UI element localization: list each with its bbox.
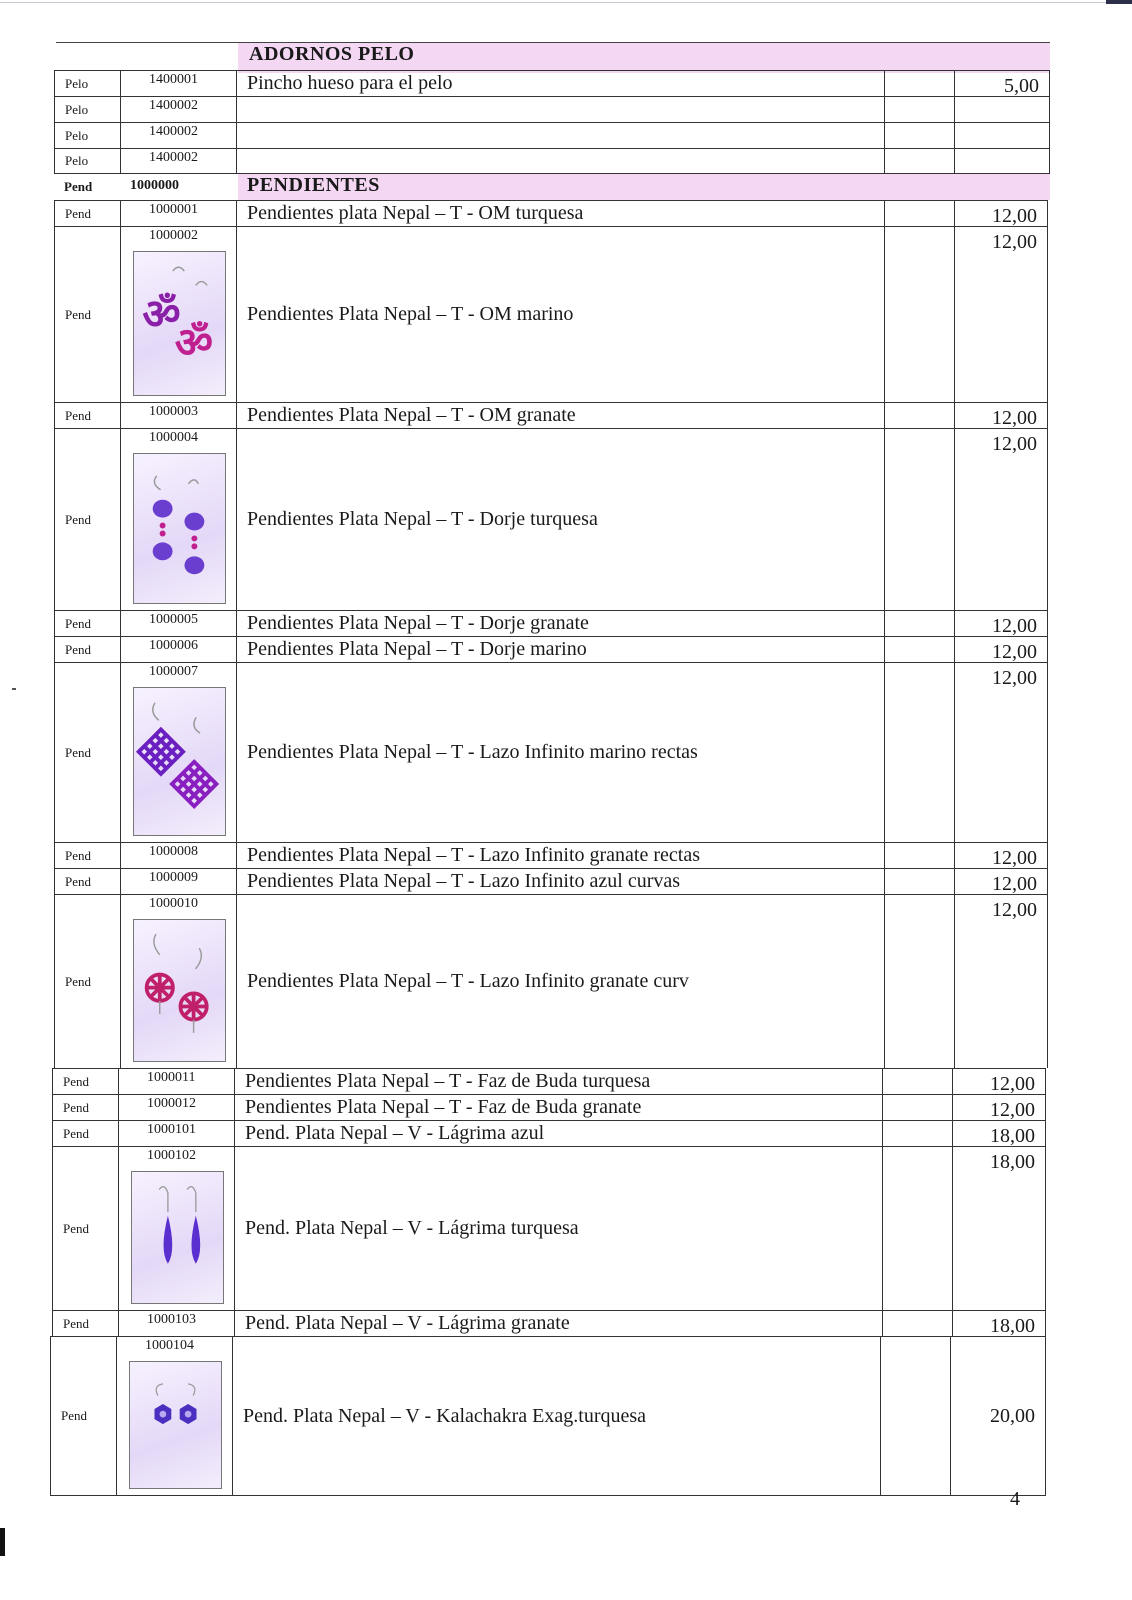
description-cell: Pendientes Plata Nepal – T - OM marino [237, 227, 885, 402]
price-cell: 18,00 [990, 1125, 1035, 1147]
kalachakra-earrings-photo [129, 1361, 222, 1489]
code-text: 1000104 [145, 1338, 194, 1353]
code-text: 1000004 [149, 430, 198, 445]
blank-cell [885, 227, 955, 402]
code-cell: 1400002 [121, 149, 237, 173]
blank-cell [885, 611, 955, 636]
table-row [52, 1120, 1046, 1146]
section-title-pendientes: PENDIENTES [247, 174, 380, 196]
table-row [54, 96, 1050, 122]
code-cell: 1000006 [121, 637, 237, 662]
code-cell [121, 429, 237, 610]
category-cell: Pend [53, 1147, 119, 1310]
table-row [54, 200, 1048, 226]
description-cell: Pendientes Plata Nepal – T - Lazo Infinito azul curvas [237, 869, 885, 894]
table-row [54, 636, 1048, 662]
category-cell: Pend [55, 663, 121, 842]
category-cell: Pend [55, 201, 121, 226]
code-cell: 1000103 [119, 1311, 235, 1336]
table-row [50, 1336, 1046, 1496]
table-row [54, 610, 1048, 636]
blank-cell [885, 869, 955, 894]
blank-cell [885, 895, 955, 1068]
description-cell: Pendientes Plata Nepal – T - Lazo Infinito marino rectas [237, 663, 885, 842]
code-cell [121, 663, 237, 842]
scan-side-mark [0, 1528, 5, 1556]
blank-cell [885, 149, 955, 173]
category-cell: Pend [53, 1311, 119, 1336]
teardrop-earrings-photo [131, 1171, 224, 1304]
price-cell [955, 149, 1049, 173]
category-cell: Pend [53, 1121, 119, 1146]
table-row [54, 148, 1050, 174]
table-row [54, 662, 1048, 842]
blank-cell [883, 1311, 953, 1336]
description-cell: Pend. Plata Nepal – V - Kalachakra Exag.turquesa [233, 1337, 881, 1495]
description-cell: Pendientes Plata Nepal – T - Dorje turquesa [237, 429, 885, 610]
category-cell: Pend [55, 429, 121, 610]
description-cell [237, 149, 885, 173]
category-cell: Pelo [55, 123, 121, 148]
blank-cell [885, 123, 955, 148]
category-cell: Pend [51, 1337, 117, 1495]
price-cell: 12,00 [992, 847, 1037, 869]
description-cell: Pendientes Plata Nepal – T - Faz de Buda granate [235, 1095, 883, 1120]
price-cell: 12,00 [992, 205, 1037, 227]
description-cell [237, 123, 885, 148]
table-row [54, 894, 1048, 1068]
blank-cell [885, 403, 955, 428]
description-cell: Pendientes Plata Nepal – T - OM granate [237, 403, 885, 428]
description-cell: Pendientes Plata Nepal – T - Lazo Infinito granate curv [237, 895, 885, 1068]
category-cell: Pend [55, 403, 121, 428]
category-cell: Pend [55, 895, 121, 1068]
code-cell: 1400002 [121, 97, 237, 122]
table-row [54, 402, 1048, 428]
category-cell: Pend [55, 869, 121, 894]
blank-cell [885, 201, 955, 226]
price-cell: 12,00 [992, 641, 1037, 663]
code-cell: 1000009 [121, 869, 237, 894]
section-code: 1000000 [130, 178, 179, 193]
table-row [54, 428, 1048, 610]
code-cell [121, 227, 237, 402]
price-cell: 18,00 [990, 1315, 1035, 1337]
table-row [52, 1146, 1046, 1310]
description-cell: Pendientes plata Nepal – T - OM turquesa [237, 201, 885, 226]
scan-speck [12, 688, 16, 690]
code-cell [117, 1337, 233, 1495]
blank-cell [885, 97, 955, 122]
category-cell: Pend [55, 843, 121, 868]
section-title-adornos: ADORNOS PELO [249, 43, 415, 65]
description-cell [237, 97, 885, 122]
description-cell: Pend. Plata Nepal – V - Lágrima turquesa [235, 1147, 883, 1310]
code-cell: 1000001 [121, 201, 237, 226]
svg-text:ॐ: ॐ [142, 289, 181, 339]
price-cell: 12,00 [992, 231, 1037, 253]
code-cell: 1000101 [119, 1121, 235, 1146]
code-cell: 1000003 [121, 403, 237, 428]
category-cell: Pend [55, 227, 121, 402]
price-cell: 20,00 [990, 1404, 1035, 1427]
price-cell: 12,00 [992, 667, 1037, 689]
code-cell: 1000005 [121, 611, 237, 636]
price-cell: 5,00 [1004, 75, 1039, 97]
description-cell: Pend. Plata Nepal – V - Lágrima azul [235, 1121, 883, 1146]
category-cell: Pelo [55, 71, 121, 96]
section-band-pendientes [54, 174, 1050, 200]
table-row [54, 122, 1050, 148]
code-cell [121, 895, 237, 1068]
table-row [52, 1068, 1046, 1094]
endless-knot-curved-photo [133, 919, 226, 1062]
blank-cell [885, 429, 955, 610]
code-cell: 1000011 [119, 1069, 235, 1094]
category-cell: Pend [53, 1095, 119, 1120]
code-text: 1000102 [147, 1148, 196, 1163]
om-earrings-photo [133, 251, 226, 396]
description-cell: Pendientes Plata Nepal – T - Dorje granate [237, 611, 885, 636]
code-cell: 1400001 [121, 71, 237, 96]
category-cell: Pelo [55, 149, 121, 173]
dorje-earrings-photo [133, 453, 226, 604]
table-row [52, 1310, 1046, 1336]
scan-corner-mark [1106, 0, 1132, 4]
code-text: 1000002 [149, 228, 198, 243]
category-cell: Pend [53, 1069, 119, 1094]
blank-cell [885, 843, 955, 868]
svg-text:ॐ: ॐ [174, 317, 213, 367]
price-cell: 12,00 [990, 1073, 1035, 1095]
description-cell: Pend. Plata Nepal – V - Lágrima granate [235, 1311, 883, 1336]
code-text: 1000010 [149, 896, 198, 911]
price-cell: 12,00 [992, 407, 1037, 429]
table-row [52, 1094, 1046, 1120]
table-row [54, 226, 1048, 402]
blank-cell [883, 1095, 953, 1120]
price-cell: 12,00 [992, 899, 1037, 921]
code-cell: 1000008 [121, 843, 237, 868]
code-cell: 1000012 [119, 1095, 235, 1120]
price-cell: 12,00 [992, 873, 1037, 895]
page-number: 4 [1010, 1488, 1020, 1510]
blank-cell [885, 71, 955, 96]
section-band-adornos [56, 42, 1050, 73]
category-cell: Pend [55, 611, 121, 636]
blank-cell [881, 1337, 951, 1495]
code-cell [119, 1147, 235, 1310]
blank-cell [885, 663, 955, 842]
table-row [54, 842, 1048, 868]
description-cell: Pendientes Plata Nepal – T - Faz de Buda turquesa [235, 1069, 883, 1094]
category-cell: Pelo [55, 97, 121, 122]
price-cell [955, 123, 1049, 148]
description-cell: Pincho hueso para el pelo [237, 71, 885, 96]
table-row [54, 868, 1048, 894]
code-text: 1000007 [149, 664, 198, 679]
section-category: Pend [64, 179, 93, 194]
scan-top-edge [0, 2, 1132, 3]
price-cell: 12,00 [992, 615, 1037, 637]
category-cell: Pend [55, 637, 121, 662]
price-cell [955, 97, 1049, 122]
blank-cell [883, 1147, 953, 1310]
description-cell: Pendientes Plata Nepal – T - Lazo Infinito granate rectas [237, 843, 885, 868]
price-cell: 12,00 [992, 433, 1037, 455]
code-cell: 1400002 [121, 123, 237, 148]
blank-cell [883, 1121, 953, 1146]
blank-cell [885, 637, 955, 662]
endless-knot-square-photo [133, 687, 226, 836]
price-cell: 18,00 [990, 1151, 1035, 1173]
price-cell: 12,00 [990, 1099, 1035, 1121]
blank-cell [883, 1069, 953, 1094]
description-cell: Pendientes Plata Nepal – T - Dorje marino [237, 637, 885, 662]
table-row [54, 70, 1050, 96]
